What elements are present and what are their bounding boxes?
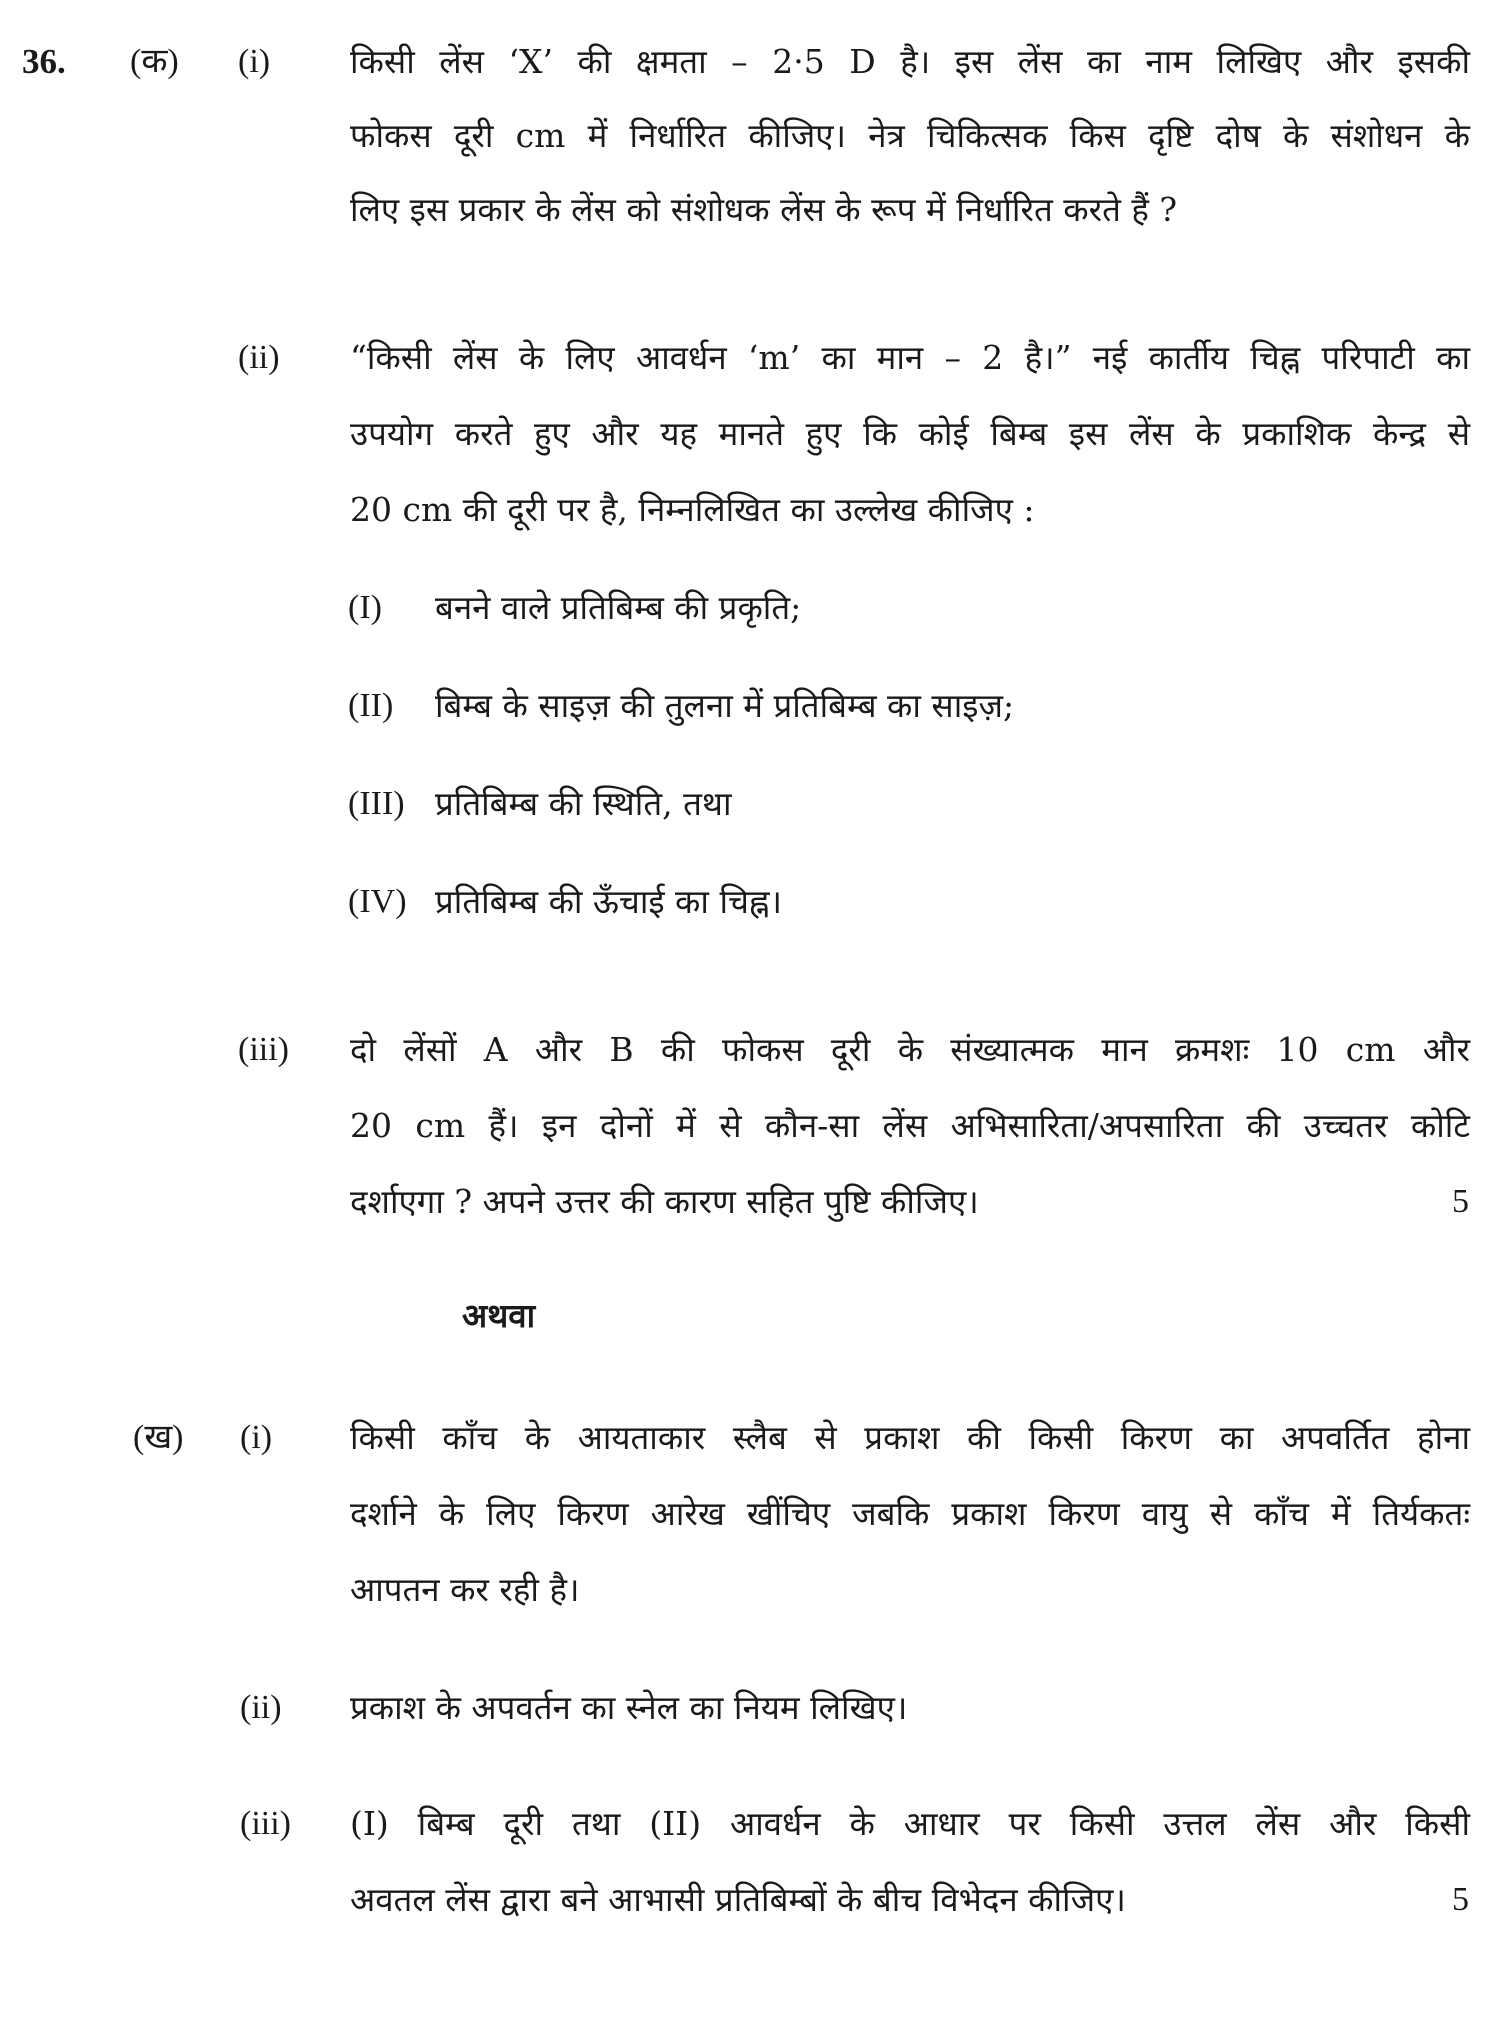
item-I-text: बनने वाले प्रतिबिम्ब की प्रकृति; (435, 588, 802, 627)
item-I-label: (I) (348, 589, 382, 626)
part-b-sub-iii-label: (iii) (240, 1805, 291, 1842)
part-a-sub-ii-line-1: “किसी लेंस के लिए आवर्धन ‘m’ का मान – 2 है।” नई कार्तीय चिह्न परिपाटी का (350, 338, 1470, 377)
part-a-sub-iii-line-2: 20 cm हैं। इन दोनों में से कौन-सा लेंस अभिसारिता/अपसारिता की उच्चतर कोटि (350, 1106, 1470, 1145)
question-number: 36. (22, 42, 66, 81)
part-a-sub-i-line-1: किसी लेंस ‘X’ की क्षमता – 2·5 D है। इस लेंस का नाम लिखिए और इसकी (350, 42, 1470, 81)
part-a-sub-i-line-2: फोकस दूरी cm में निर्धारित कीजिए। नेत्र चिकित्सक किस दृष्टि दोष के संशोधन के (350, 116, 1470, 155)
part-b-sub-iii-line-1: (I) बिम्ब दूरी तथा (II) आवर्धन के आधार पर किसी उत्तल लेंस और किसी (350, 1804, 1470, 1843)
part-a-sub-i-line-3: लिए इस प्रकार के लेंस को संशोधक लेंस के रूप में निर्धारित करते हैं ? (350, 190, 1178, 229)
item-II-label: (II) (348, 687, 394, 724)
part-b-sub-i-line-3: आपतन कर रही है। (350, 1570, 580, 1609)
part-a-marks: 5 (1452, 1183, 1469, 1220)
part-a-sub-ii-line-2: उपयोग करते हुए और यह मानते हुए कि कोई बिम्ब इस लेंस के प्रकाशिक केन्द्र से (350, 414, 1470, 453)
item-IV-label: (IV) (348, 883, 407, 920)
part-b-sub-i-label: (i) (240, 1419, 273, 1456)
part-a-sub-iii-line-1: दो लेंसों A और B की फोकस दूरी के संख्यात्मक मान क्रमशः 10 cm और (350, 1030, 1470, 1069)
part-b-label: (ख) (133, 1419, 184, 1456)
part-b-sub-ii-line-1: प्रकाश के अपवर्तन का स्नेल का नियम लिखिए। (350, 1688, 908, 1727)
part-a-sub-iii-line-3: दर्शाएगा ? अपने उत्तर की कारण सहित पुष्टि कीजिए। (350, 1182, 979, 1221)
part-a-label: (क) (130, 43, 179, 80)
part-a-sub-ii-label: (ii) (238, 339, 280, 376)
part-a-sub-ii-line-3: 20 cm की दूरी पर है, निम्नलिखित का उल्लेख कीजिए : (350, 490, 1035, 529)
part-b-sub-i-line-2: दर्शाने के लिए किरण आरेख खींचिए जबकि प्रकाश किरण वायु से काँच में तिर्यकतः (350, 1494, 1470, 1533)
item-III-text: प्रतिबिम्ब की स्थिति, तथा (435, 784, 732, 823)
part-a-sub-i-label: (i) (238, 43, 271, 80)
item-IV-text: प्रतिबिम्ब की ऊँचाई का चिह्न। (435, 882, 782, 921)
part-b-sub-iii-line-2: अवतल लेंस द्वारा बने आभासी प्रतिबिम्बों के बीच विभेदन कीजिए। (350, 1880, 1126, 1919)
part-a-sub-iii-label: (iii) (238, 1031, 289, 1068)
item-III-label: (III) (348, 785, 405, 822)
item-II-text: बिम्ब के साइज़ की तुलना में प्रतिबिम्ब का साइज़; (435, 686, 1015, 725)
part-b-marks: 5 (1452, 1881, 1469, 1918)
part-b-sub-ii-label: (ii) (240, 1689, 282, 1726)
part-b-sub-i-line-1: किसी काँच के आयताकार स्लैब से प्रकाश की किसी किरण का अपवर्तित होना (350, 1418, 1470, 1457)
or-separator: अथवा (462, 1296, 536, 1335)
